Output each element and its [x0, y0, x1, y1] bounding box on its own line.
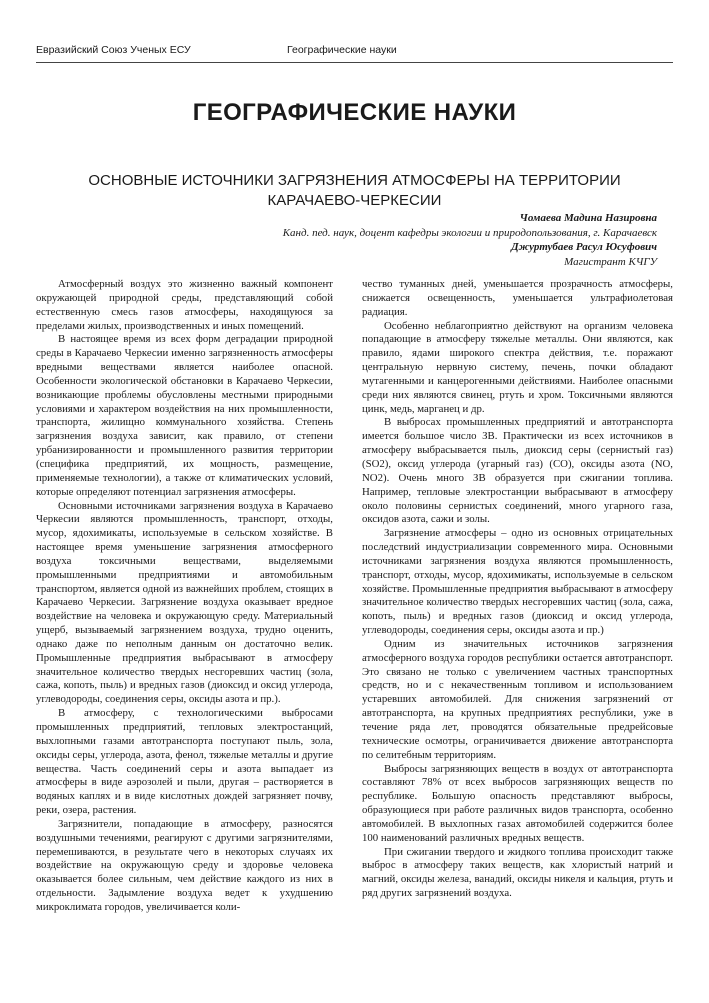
- paragraph: чество туманных дней, уменьшается прозрачность атмосферы, снижается освещенность, уменьшается ультрафиолетовая радиация.: [362, 278, 673, 318]
- paragraph: Особенно неблагоприятно действуют на организм человека попадающие в атмосферу тяжелые металлы. Они являются, как правило, ядами широкого спектра действия, т.е. поражают центральную нервную систему, печень, почки обладают мутагенными и канцерогенными действиями. Наиболее опасными среди них являются свинец, ртуть и хром. Токсичными являются цинк, медь, марганец и др.: [362, 319, 673, 415]
- paragraph: Загрязнение атмосферы – одно из основных отрицательных последствий индустриализации современного мира. Основными источниками загрязнения воздуха являются промышленность, транспорт, отходы, мусор, ядохимикаты, используемые в сельском хозяйстве. Промышленные предприятия выбрасывают в атмосферу значительное количество твердых несгоревших частиц (зола, сажа, копоть, пыль) и вредных газов (диоксид и оксид углерода, углеводороды, соединения серы, оксиды азота и пр.): [362, 527, 673, 637]
- paragraph: Загрязнители, попадающие в атмосферу, разносятся воздушными течениями, реагируют с другими загрязнителями, перемешиваются, в результате чего в некоторых случаях их воздействие на окружающую среду и здоровье человека оказывается более сильным, чем действие каждого из них в отдельности. Задымление воздуха ведет к ухудшению микроклимата городов, увеличивается коли-: [36, 817, 333, 913]
- author-affiliation: Канд. пед. наук, доцент кафедры экологии и природопользования, г. Карачаевск: [282, 226, 657, 239]
- author-block: [97, 211, 657, 269]
- paragraph: В атмосферу, с технологическими выбросами промышленных предприятий, тепловых электростанций, выхлопными газами автотранспорта поступают пыль, зола, оксиды серы, углерода, азота, фенол, тяжелые металлы и другие вещества. Часть соединений серы и азота выпадает из атмосферы в виде аэрозолей и пыли, другая – растворяется в водяных каплях и в виде кислотных дождей загрязняет почву, реки, озера, растения.: [36, 707, 333, 817]
- header-divider: [36, 62, 673, 63]
- section-name: Географические науки: [287, 44, 397, 56]
- article-title: ОСНОВНЫЕ ИСТОЧНИКИ ЗАГРЯЗНЕНИЯ АТМОСФЕРЫ НА ТЕРРИТОРИИ КАРАЧАЕВО-ЧЕРКЕСИИ: [88, 172, 621, 209]
- left-text-column: [36, 278, 333, 915]
- paragraph: Выбросы загрязняющих веществ в воздух от автотранспорта составляют 78% от всех выбросов загрязняющих веществ по республике. Большую опасность представляют выбросы, образующиеся при работе различных видов транспорта, особенно автомобилей. В выхлопных газах автомобилей содержится более 100 наименований различных вредных веществ.: [362, 762, 673, 844]
- paragraph: Атмосферный воздух это жизненно важный компонент окружающей природной среды, представляющий собой естественную смесь газов атмосферы, находящуюся за пределами жилых, производственных и иных помещений.: [36, 278, 333, 332]
- paragraph: Основными источниками загрязнения воздуха в Карачаево Черкесии являются промышленность, транспорт, отходы, мусор, ядохимикаты, используемые в сельском хозяйстве. В настоящее время уменьшение загрязнения атмосферного воздуха токсичными веществами, выделяемыми промышленными предприятиями и автомобильным транспортом, является одной из важнейших проблем, стоящих в Карачаево Черкесии. Загрязнение воздуха оказывает вредное воздействие на человека и окружающую среду. Материальный ущерб, вызываемый загрязнением воздуха, трудно оценить, однако даже по неполным данным он достаточно велик. Промышленные предприятия выбрасывают в атмосферу значительное количество твердых несгоревших частиц (зола, сажа, копоть, пыль) и вредных газов (диоксид и оксид углерода, углеводороды, соединения серы, оксиды азота и пр.).: [36, 499, 333, 706]
- paragraph: В выбросах промышленных предприятий и автотранспорта имеется большое число ЗВ. Практически из всех источников в атмосферу выбрасывается пыль, диоксид серы (сернистый газ) (SO2), оксид углерода (угарный газ) (CO), оксиды азота (NO, NO2). Очень много ЗВ образуется при сжигании топлива. Например, тепловые электростанции выбрасывают в атмосферу около половины сернистых соединений, много угарного газа, оксидов азота, сажи и золы.: [362, 416, 673, 526]
- author-name: Чомаева Мадина Назировна: [519, 212, 657, 224]
- journal-name: Евразийский Союз Ученых ЕСУ: [36, 44, 191, 56]
- section-title: ГЕОГРАФИЧЕСКИЕ НАУКИ: [192, 99, 517, 126]
- author-affiliation: Магистрант КЧГУ: [564, 255, 657, 268]
- paragraph: Одним из значительных источников загрязнения атмосферного воздуха городов республики остается автотранспорт. Это связано не только с увеличением частных транспортных средств, но и с некачественным топливом и использованием устаревших автомобилей. Для снижения загрязнений от автотранспорта, на крупных предприятиях республики, уже в течение ряда лет, проводятся обязательные предрейсовые технические осмотры, ограничивается движение автотранспорта по селитебным территориям.: [362, 637, 673, 761]
- paragraph: В настоящее время из всех форм деградации природной среды в Карачаево Черкесии именно загрязненность атмосферы вредными веществами является наиболее опасной. Особенности экологической обстановки в Карачаево Черкесии, возникающие проблемы обусловлены местными природными условиями и характером воздействия на них промышленности, транспорта, жилищно коммунального хозяйства. Степень загрязнения воздуха зависит, как правило, от степени урбанизированности и промышленного развития территории (специфика предприятий, их мощность, размещение, применяемые технологии), а также от климатических условий, которые определяют потенциал загрязнения атмосферы.: [36, 333, 333, 498]
- paragraph: При сжигании твердого и жидкого топлива происходит также выброс в атмосферу таких веществ, как хлористый натрий и магний, оксиды железа, ванадий, оксиды никеля и кальция, ртуть и ряд других загрязнений воздуха.: [362, 845, 673, 900]
- right-text-column: [362, 278, 673, 901]
- author-name: Джуртубаев Расул Юсуфович: [511, 241, 657, 253]
